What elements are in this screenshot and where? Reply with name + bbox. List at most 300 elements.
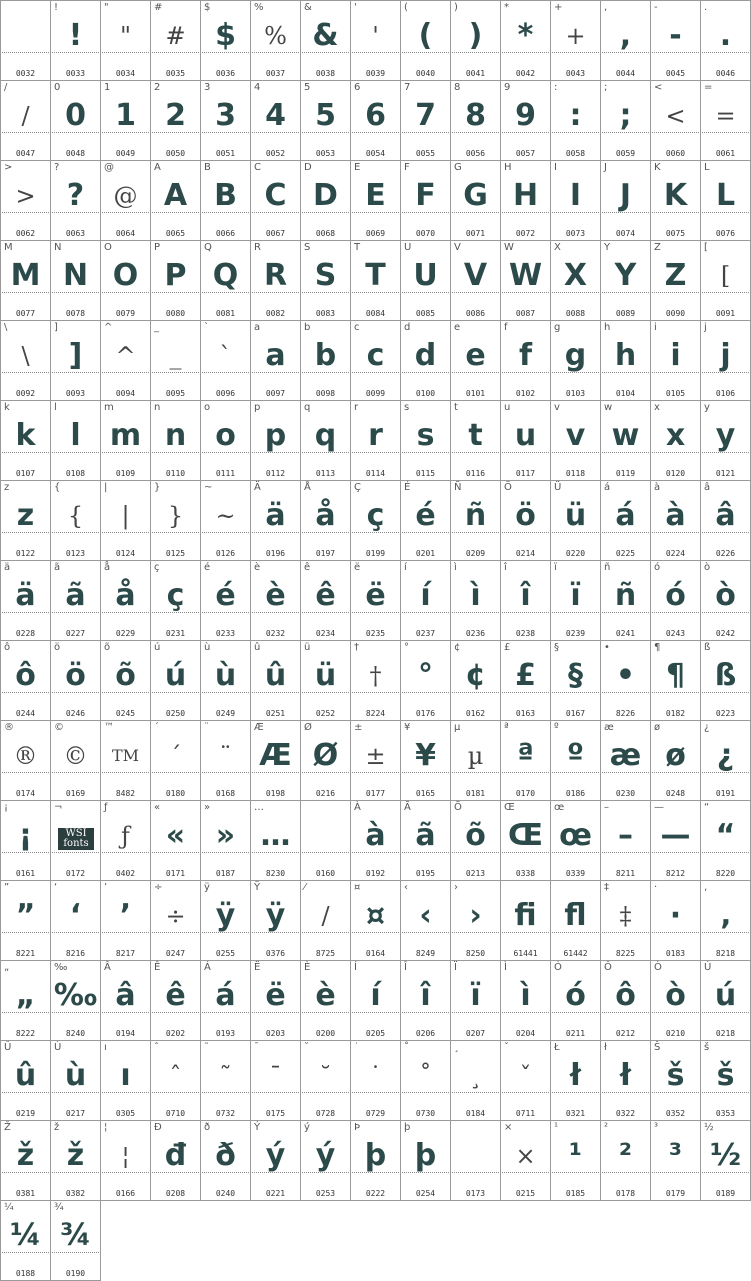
glyph-key-label: Â: [104, 962, 111, 973]
glyph-sample: i: [670, 338, 681, 373]
glyph-cell: [451, 161, 501, 241]
glyph-cell: [701, 881, 751, 961]
glyph-cell: [51, 1201, 101, 1281]
glyph-key-label: ~: [204, 482, 213, 493]
glyph-key-label: á: [604, 482, 611, 493]
glyph-code: 0322: [615, 1109, 636, 1118]
glyph-key-label: Đ: [154, 1122, 162, 1133]
glyph-cell: [401, 161, 451, 241]
glyph-cell: [551, 241, 601, 321]
glyph-cell: [501, 481, 551, 561]
glyph-sample: 9: [515, 98, 536, 133]
glyph-key-label: ž: [54, 1122, 60, 1133]
glyph-code: 0180: [165, 789, 186, 798]
glyph-sample: d: [414, 338, 437, 373]
glyph-code: 0169: [65, 789, 86, 798]
glyph-sample: ö: [515, 498, 536, 533]
glyph-key-label: ð: [204, 1122, 211, 1133]
glyph-cell: [501, 721, 551, 801]
glyph-sample: ê: [315, 578, 336, 613]
glyph-cell: [201, 961, 251, 1041]
glyph-key-label: ): [454, 2, 458, 13]
glyph-key-label: {: [54, 482, 61, 493]
glyph-cell: [501, 881, 551, 961]
glyph-code: 8482: [115, 789, 136, 798]
glyph-sample: ‰: [53, 978, 98, 1013]
glyph-sample: í: [420, 578, 431, 613]
glyph-cell: [651, 241, 701, 321]
glyph-cell: [151, 1041, 201, 1121]
glyph-sample: T: [365, 258, 386, 293]
glyph-key-label: S: [304, 242, 311, 253]
glyph-key-label: â: [704, 482, 711, 493]
glyph-code: 8221: [15, 949, 36, 958]
glyph-cell: [301, 641, 351, 721]
glyph-sample: A: [163, 178, 188, 213]
glyph-sample: ž: [16, 1138, 35, 1173]
glyph-cell: [251, 1121, 301, 1201]
glyph-code: 8211: [615, 869, 636, 878]
glyph-sample: –: [618, 818, 633, 853]
glyph-sample: †: [369, 662, 382, 690]
glyph-code: 0126: [215, 549, 236, 558]
glyph-cell: [551, 961, 601, 1041]
glyph-sample: ç: [366, 498, 385, 533]
glyph-cell: [401, 561, 451, 641]
glyph-code: 0179: [665, 1189, 686, 1198]
glyph-sample: e: [465, 338, 486, 373]
glyph-cell: [1, 961, 51, 1041]
glyph-key-label: õ: [104, 642, 111, 653]
glyph-sample: ñ: [464, 498, 487, 533]
glyph-sample: ®: [13, 742, 38, 770]
glyph-sample: ä: [15, 578, 36, 613]
glyph-code: 0219: [15, 1109, 36, 1118]
glyph-sample: x: [665, 418, 686, 453]
glyph-key-label: ˆ: [154, 1042, 159, 1053]
glyph-key-label: ¬: [54, 802, 63, 813]
glyph-key-label: +: [554, 2, 563, 13]
glyph-code: 0710: [165, 1109, 186, 1118]
glyph-sample: ¤: [365, 898, 386, 933]
glyph-sample: k: [15, 418, 36, 453]
glyph-key-label: ó: [654, 562, 661, 573]
glyph-cell: [601, 161, 651, 241]
glyph-key-label: a: [254, 322, 261, 333]
glyph-code: 0107: [15, 469, 36, 478]
glyph-code: 0376: [265, 949, 286, 958]
glyph-cell: [651, 401, 701, 481]
glyph-key-label: K: [654, 162, 661, 173]
glyph-cell: [301, 321, 351, 401]
glyph-sample: Q: [212, 258, 239, 293]
glyph-key-label: Ù: [54, 1042, 62, 1053]
glyph-key-label: ƒ: [104, 802, 108, 813]
glyph-key-label: G: [454, 162, 462, 173]
glyph-cell: [651, 81, 701, 161]
glyph-cell: [201, 641, 251, 721]
glyph-key-label: ˚: [404, 1042, 409, 1053]
glyph-cell: [701, 641, 751, 721]
glyph-key-label: ,: [604, 2, 608, 13]
glyph-key-label: c: [354, 322, 360, 333]
glyph-code: 8249: [415, 949, 436, 958]
glyph-code: 0164: [365, 949, 386, 958]
glyph-sample: 5: [315, 98, 336, 133]
glyph-sample: ð: [215, 1138, 236, 1173]
glyph-sample: $: [215, 18, 236, 53]
glyph-sample: ~: [215, 502, 236, 530]
glyph-cell: [51, 961, 101, 1041]
glyph-cell: [1, 81, 51, 161]
glyph-code: 0247: [165, 949, 186, 958]
glyph-sample: ó: [665, 578, 686, 613]
glyph-code: 0199: [365, 549, 386, 558]
glyph-sample: =: [715, 102, 736, 130]
glyph-code: 0178: [615, 1189, 636, 1198]
glyph-code: 0095: [165, 389, 186, 398]
glyph-cell: [451, 561, 501, 641]
glyph-sample: ç: [166, 578, 185, 613]
glyph-sample: î: [420, 978, 431, 1013]
glyph-key-label: Ô: [604, 962, 612, 973]
glyph-sample: -: [669, 18, 682, 53]
glyph-code: 0185: [565, 1189, 586, 1198]
glyph-sample: 4: [265, 98, 286, 133]
glyph-code: 0732: [215, 1109, 236, 1118]
glyph-key-label: o: [204, 402, 211, 413]
glyph-cell: [101, 401, 151, 481]
glyph-cell: [551, 81, 601, 161]
glyph-cell: [701, 961, 751, 1041]
glyph-code: 0254: [415, 1189, 436, 1198]
glyph-cell: [401, 721, 451, 801]
glyph-key-label: I: [554, 162, 557, 173]
glyph-key-label: f: [504, 322, 508, 333]
glyph-key-label: Ü: [554, 482, 562, 493]
glyph-cell: [451, 881, 501, 961]
glyph-cell: [301, 721, 351, 801]
glyph-cell: [151, 81, 201, 161]
glyph-sample: ö: [65, 658, 86, 693]
glyph-code: 0040: [415, 69, 436, 78]
glyph-sample: ø: [665, 738, 686, 773]
glyph-key-label: Ã: [404, 802, 411, 813]
glyph-code: 0196: [265, 549, 286, 558]
glyph-key-label: Š: [654, 1042, 661, 1053]
glyph-code: 0091: [715, 309, 736, 318]
glyph-sample: 0: [65, 98, 86, 133]
glyph-key-label: n: [154, 402, 161, 413]
glyph-sample: ã: [415, 818, 436, 853]
glyph-key-label: 2: [154, 82, 161, 93]
glyph-code: 0210: [665, 1029, 686, 1038]
glyph-key-label: z: [4, 482, 10, 493]
glyph-cell: [551, 641, 601, 721]
glyph-code: 0191: [715, 789, 736, 798]
glyph-cell: [501, 641, 551, 721]
glyph-cell: [201, 561, 251, 641]
glyph-cell: [401, 801, 451, 881]
glyph-code: 0097: [265, 389, 286, 398]
glyph-cell: [1, 1121, 51, 1201]
glyph-sample: ò: [715, 578, 736, 613]
glyph-cell: [351, 481, 401, 561]
glyph-code: 0321: [565, 1109, 586, 1118]
glyph-key-label: ¼: [4, 1202, 14, 1213]
glyph-code: 0090: [665, 309, 686, 318]
glyph-sample: _: [169, 342, 182, 370]
glyph-sample: ³: [668, 1138, 683, 1173]
glyph-key-label: J: [604, 162, 607, 173]
glyph-code: 0083: [315, 309, 336, 318]
glyph-code: 0255: [215, 949, 236, 958]
glyph-cell: [601, 1121, 651, 1201]
glyph-key-label: 3: [204, 82, 211, 93]
glyph-cell: [301, 1121, 351, 1201]
glyph-key-label: œ: [554, 802, 565, 813]
glyph-key-label: Ł: [554, 1042, 560, 1053]
glyph-sample: ˆ: [169, 1062, 182, 1090]
glyph-key-label: O: [104, 242, 112, 253]
glyph-code: 0190: [65, 1269, 86, 1278]
glyph-code: 0160: [315, 869, 336, 878]
glyph-key-label: !: [54, 2, 59, 13]
glyph-code: 0117: [515, 469, 536, 478]
glyph-sample: ¿: [716, 738, 735, 773]
glyph-key-label: ”: [4, 882, 10, 893]
glyph-key-label: P: [154, 242, 161, 253]
glyph-sample: #: [165, 22, 186, 50]
glyph-code: 0055: [415, 149, 436, 158]
glyph-cell: [251, 721, 301, 801]
glyph-code: 0075: [665, 229, 686, 238]
glyph-code: 0225: [615, 549, 636, 558]
glyph-code: 0071: [465, 229, 486, 238]
glyph-key-label: þ: [404, 1122, 411, 1133]
glyph-cell: [201, 241, 251, 321]
glyph-key-label: ñ: [604, 562, 611, 573]
glyph-key-label: É: [404, 482, 411, 493]
glyph-code: 0187: [215, 869, 236, 878]
glyph-key-label: t: [454, 402, 458, 413]
glyph-key-label: #: [154, 2, 163, 13]
glyph-cell: [701, 401, 751, 481]
glyph-cell: [301, 481, 351, 561]
glyph-sample: h: [614, 338, 637, 373]
glyph-sample: î: [520, 578, 531, 613]
glyph-cell: [401, 1121, 451, 1201]
glyph-code: 0099: [365, 389, 386, 398]
glyph-cell: [701, 481, 751, 561]
glyph-sample: o: [215, 418, 236, 453]
glyph-sample: …: [260, 818, 291, 853]
glyph-cell: [451, 801, 501, 881]
glyph-code: 0101: [465, 389, 486, 398]
glyph-sample: ¦: [121, 1142, 130, 1170]
glyph-code: 0339: [565, 869, 586, 878]
glyph-cell: [351, 321, 401, 401]
glyph-key-label: v: [554, 402, 560, 413]
glyph-cell: [701, 1041, 751, 1121]
glyph-cell: [151, 1121, 201, 1201]
glyph-code: 0076: [715, 229, 736, 238]
glyph-sample: X: [563, 258, 588, 293]
glyph-sample: ù: [64, 1058, 87, 1093]
glyph-cell: [1, 561, 51, 641]
glyph-key-label: ³: [654, 1122, 659, 1133]
glyph-cell: [601, 641, 651, 721]
glyph-sample: Ø: [312, 738, 339, 773]
glyph-cell: [601, 81, 651, 161]
glyph-sample: Œ: [507, 818, 543, 853]
glyph-key-label: y: [704, 402, 710, 413]
glyph-sample: R: [263, 258, 288, 293]
glyph-cell: [601, 401, 651, 481]
glyph-cell: [351, 801, 401, 881]
glyph-cell: [401, 961, 451, 1041]
glyph-key-label: ı: [104, 1042, 107, 1053]
glyph-code: 0183: [665, 949, 686, 958]
glyph-code: 0207: [465, 1029, 486, 1038]
glyph-code: 0047: [15, 149, 36, 158]
glyph-cell: [351, 881, 401, 961]
glyph-key-label: Ý: [254, 1122, 261, 1133]
glyph-sample: m: [109, 418, 142, 453]
glyph-sample: r: [368, 418, 383, 453]
glyph-key-label: q: [304, 402, 311, 413]
glyph-sample: ¡: [18, 818, 33, 853]
glyph-key-label: F: [404, 162, 410, 173]
glyph-code: 0106: [715, 389, 736, 398]
glyph-code: 0086: [465, 309, 486, 318]
glyph-sample: t: [468, 418, 483, 453]
glyph-key-label: ã: [54, 562, 61, 573]
glyph-cell: [651, 1121, 701, 1201]
glyph-code: 61442: [563, 949, 588, 958]
glyph-sample: ó: [565, 978, 586, 1013]
glyph-sample: è: [315, 978, 336, 1013]
glyph-code: 0189: [715, 1189, 736, 1198]
glyph-key-label: D: [304, 162, 312, 173]
glyph-code: 0037: [265, 69, 286, 78]
glyph-cell: [501, 401, 551, 481]
glyph-cell: [251, 961, 301, 1041]
glyph-cell: [251, 81, 301, 161]
glyph-sample: S: [314, 258, 337, 293]
glyph-code: 0072: [515, 229, 536, 238]
glyph-cell: [101, 641, 151, 721]
glyph-key-label: (: [404, 2, 408, 13]
glyph-code: 0048: [65, 149, 86, 158]
glyph-cell: [551, 801, 601, 881]
glyph-key-label: é: [204, 562, 211, 573]
glyph-cell: [551, 1041, 601, 1121]
glyph-sample: J: [619, 178, 632, 213]
glyph-cell: [1, 1041, 51, 1121]
glyph-code: 0184: [465, 1109, 486, 1118]
glyph-key-label: •: [604, 642, 610, 653]
glyph-code: 0229: [115, 629, 136, 638]
glyph-cell: [651, 801, 701, 881]
glyph-key-label: [: [704, 242, 708, 253]
glyph-cell: [351, 561, 401, 641]
glyph-code: 8222: [15, 1029, 36, 1038]
glyph-code: 0119: [615, 469, 636, 478]
glyph-key-label: ë: [354, 562, 361, 573]
glyph-cell: [501, 1041, 551, 1121]
glyph-cell: [501, 961, 551, 1041]
glyph-code: 0241: [615, 629, 636, 638]
glyph-key-label: ˙: [354, 1042, 359, 1053]
glyph-sample: ÿ: [215, 898, 236, 933]
glyph-key-label: Á: [204, 962, 211, 973]
glyph-sample: š: [716, 1058, 735, 1093]
glyph-code: 0070: [415, 229, 436, 238]
glyph-code: 0245: [115, 709, 136, 718]
glyph-sample: {: [67, 502, 84, 530]
glyph-key-label: ç: [154, 562, 160, 573]
glyph-key-label: Ê: [154, 962, 161, 973]
glyph-key-label: N: [54, 242, 62, 253]
glyph-cell: [401, 241, 451, 321]
glyph-key-label: ™: [104, 722, 114, 733]
glyph-cell: [701, 801, 751, 881]
glyph-code: 0064: [115, 229, 136, 238]
glyph-key-label: ˘: [304, 1042, 309, 1053]
glyph-code: 0233: [215, 629, 236, 638]
glyph-key-label: ?: [54, 162, 60, 173]
glyph-cell: [701, 241, 751, 321]
glyph-cell: [451, 401, 501, 481]
glyph-cell: [201, 481, 251, 561]
glyph-cell: [601, 481, 651, 561]
glyph-cell: [51, 561, 101, 641]
glyph-cell: [201, 1, 251, 81]
glyph-cell: [651, 481, 701, 561]
glyph-sample: å: [115, 578, 136, 613]
glyph-key-label: Y: [604, 242, 611, 253]
glyph-key-label: >: [4, 162, 13, 173]
glyph-key-label: Ñ: [454, 482, 462, 493]
glyph-sample: œ: [559, 818, 592, 853]
glyph-cell: [351, 81, 401, 161]
glyph-code: 8225: [615, 949, 636, 958]
glyph-code: 0049: [115, 149, 136, 158]
glyph-key-label: –: [604, 802, 609, 813]
glyph-code: 0177: [365, 789, 386, 798]
glyph-code: 0236: [465, 629, 486, 638]
glyph-code: 0402: [115, 869, 136, 878]
glyph-sample: ,: [619, 18, 632, 53]
glyph-sample: õ: [465, 818, 486, 853]
glyph-cell: [651, 1, 701, 81]
glyph-cell: [701, 321, 751, 401]
glyph-cell: [51, 1041, 101, 1121]
glyph-cell: [151, 401, 201, 481]
glyph-sample: ¸: [469, 1062, 482, 1090]
glyph-code: 0123: [65, 549, 86, 558]
glyph-cell: [701, 161, 751, 241]
glyph-code: 0063: [65, 229, 86, 238]
glyph-code: 0186: [565, 789, 586, 798]
glyph-code: 0211: [565, 1029, 586, 1038]
glyph-sample: s: [416, 418, 435, 453]
glyph-cell: [301, 1, 351, 81]
glyph-code: 0216: [315, 789, 336, 798]
glyph-code: 0203: [265, 1029, 286, 1038]
glyph-key-label: %: [254, 2, 264, 13]
